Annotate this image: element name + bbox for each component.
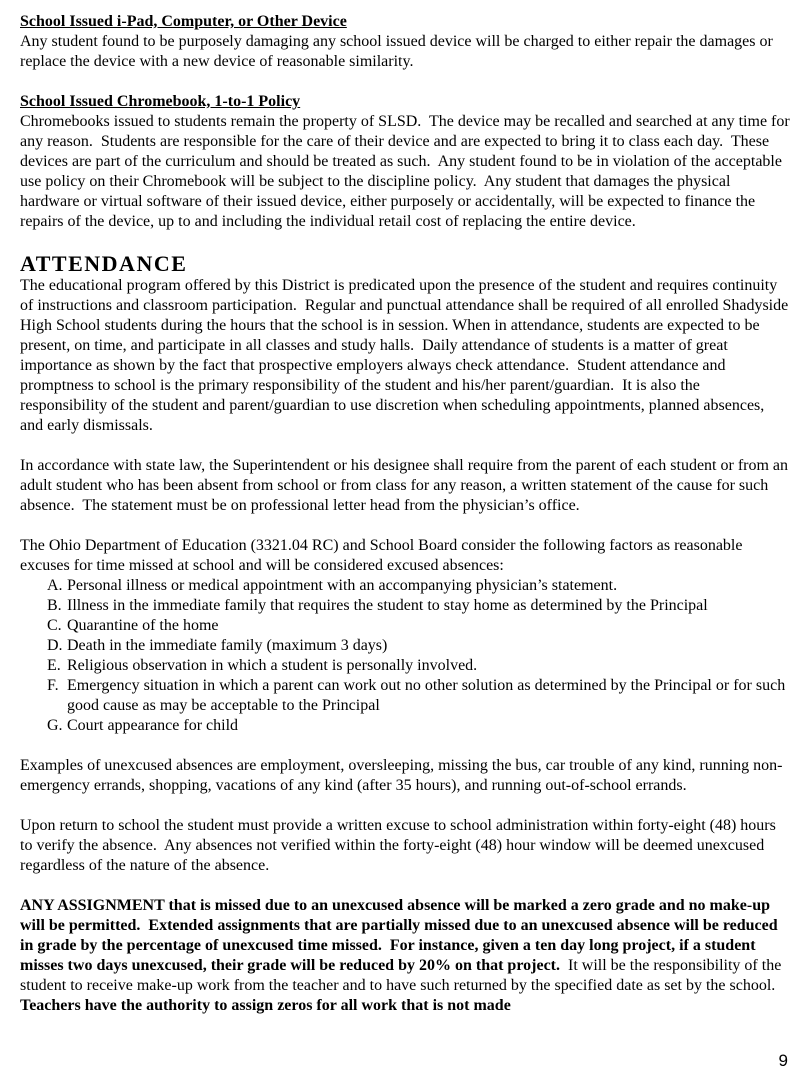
- list-item: [20, 576, 790, 596]
- list-item-label: C.: [47, 617, 62, 634]
- section-heading: ATTENDANCE: [20, 251, 188, 276]
- excused-absence-list: [20, 576, 790, 736]
- paragraph: [20, 816, 790, 876]
- text-run: Chromebooks issued to students remain the property of SLSD. The device may be recalled and searched at any time for any reason. Students are responsible for the care of their device and are expected to bring it to class each day. These devices are part of the curriculum and should be treated as such. Any student found to be in violation of the acceptable use policy on their Chromebook will be subject to the discipline policy. Any student that damages the physical hardware or virtual software of their issued device, either purposely or accidentally, will be expected to finance the repairs of the device, up to and including the individual retail cost of replacing the entire device.: [20, 113, 794, 230]
- sub-heading: School Issued i-Pad, Computer, or Other Device: [20, 13, 347, 30]
- list-item-text: Court appearance for child: [67, 717, 239, 734]
- list-item-text: Quarantine of the home: [67, 617, 219, 634]
- text-run: It will be the responsibility of the student to receive make-up work from the teacher and to have such returned by the specified date as set by the school.: [20, 957, 786, 994]
- paragraph: [20, 756, 790, 796]
- list-item-text: Religious observation in which a student is personally involved.: [67, 657, 478, 674]
- page-number: 9: [778, 1051, 788, 1070]
- text-run: The Ohio Department of Education (3321.04 RC) and School Board consider the following factors as reasonable excuses for time missed at school and will be considered excused absences:: [20, 537, 747, 574]
- paragraph: [20, 536, 790, 576]
- list-item-label: D.: [47, 637, 63, 654]
- list-item: [20, 616, 790, 636]
- paragraph: [20, 112, 794, 232]
- list-item-label: B.: [47, 597, 62, 614]
- list-item-label: E.: [47, 657, 61, 674]
- paragraph: [20, 32, 790, 72]
- text-run: ANY ASSIGNMENT that is missed due to an unexcused absence will be marked a zero grade and no make-up will be permitted. Extended assignments that are partially missed due to an unexcused absence will be reduced in grade by the percentage of unexcused time missed. For instance, given a ten day long project, if a student misses two days unexcused, their grade will be reduced by 20% on that project.: [20, 897, 782, 974]
- list-item-text: Personal illness or medical appointment with an accompanying physician’s statement.: [67, 577, 618, 594]
- list-item-text: Emergency situation in which a parent can work out no other solution as determined by the Principal or for such good cause as may be acceptable to the Principal: [67, 677, 786, 714]
- paragraph: [20, 896, 790, 1016]
- list-item: [20, 636, 790, 656]
- list-item: [20, 596, 790, 616]
- list-item: [20, 656, 790, 676]
- text-run: Teachers have the authority to assign zeros for all work that is not made: [20, 997, 511, 1014]
- text-run: The educational program offered by this District is predicated upon the presence of the student and requires continuity of instructions and classroom participation. Regular and punctual attendance shall be required of all enrolled Shadyside High School students during the hours that the school is in session. When in attendance, students are expected to be present, on time, and participate in all classes and study halls. Daily attendance of students is a matter of great importance as shown by the fact that prospective employers always check attendance. Student attendance and promptness to school is the primary responsibility of the student and his/her parent/guardian. It is also the responsibility of the student and parent/guardian to use discretion when scheduling appointments, planned absences, and early dismissals.: [20, 277, 793, 434]
- text-run: In accordance with state law, the Superintendent or his designee shall require from the parent of each student or from an adult student who has been absent from school or from class for any reason, a written statement of the cause for such absence. The statement must be on professional letter head from the physician’s office.: [20, 457, 793, 514]
- paragraph: [20, 276, 793, 436]
- list-item-label: F.: [47, 677, 59, 694]
- list-item-label: G.: [47, 717, 63, 734]
- paragraph: [20, 456, 793, 516]
- sub-heading: School Issued Chromebook, 1-to-1 Policy: [20, 93, 301, 110]
- document-content: [20, 12, 794, 1016]
- text-run: Upon return to school the student must provide a written excuse to school administration within forty-eight (48) hours to verify the absence. Any absences not verified within the forty-eight (48) hour window will be deemed unexcused regardless of the nature of the absence.: [20, 817, 780, 874]
- list-item: [20, 716, 790, 736]
- list-item-label: A.: [47, 577, 63, 594]
- list-item-text: Death in the immediate family (maximum 3 days): [67, 637, 388, 654]
- text-run: Examples of unexcused absences are employment, oversleeping, missing the bus, car trouble of any kind, running non-emergency errands, shopping, vacations of any kind (after 35 hours), and running out-of-school errands.: [20, 757, 783, 794]
- list-item: [20, 676, 790, 716]
- text-run: Any student found to be purposely damaging any school issued device will be charged to either repair the damages or replace the device with a new device of reasonable similarity.: [20, 33, 777, 70]
- list-item-text: Illness in the immediate family that requires the student to stay home as determined by the Principal: [67, 597, 708, 614]
